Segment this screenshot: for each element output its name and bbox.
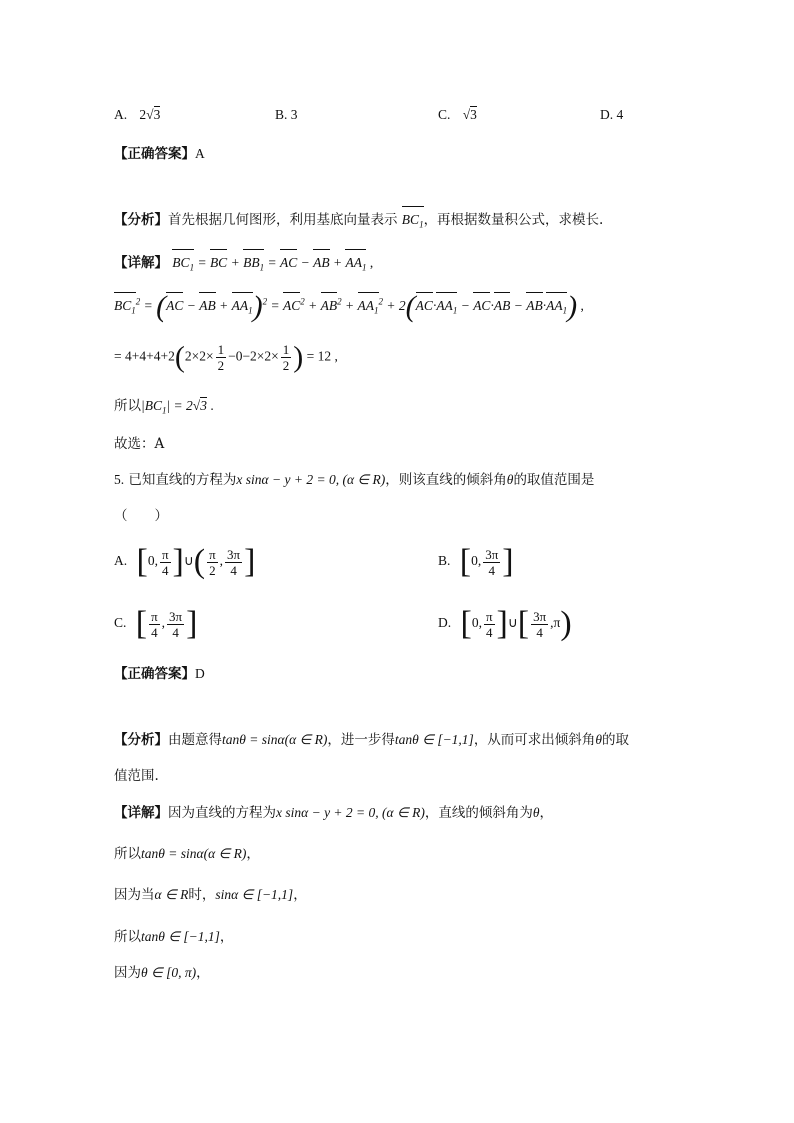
q4-so-text: 所以 bbox=[114, 398, 141, 414]
q5-because2: 因为θ ∈ [0, π)， bbox=[114, 965, 210, 981]
q5-because1: 因为当α ∈ R时，sinα ∈ [−1,1]， bbox=[114, 887, 307, 903]
q5-stem-2: ，则该直线的倾斜角 bbox=[385, 472, 507, 488]
q5-analysis: 【分析】由题意得tanθ = sinα(α ∈ R)，进一步得tanθ ∈ [−1,1]，从而可求出倾斜角θ的取 bbox=[114, 732, 629, 748]
q5-paren: （ ） bbox=[114, 508, 168, 524]
q5-detail-tag: 【详解】 bbox=[114, 805, 168, 821]
q5-option-a: A. [0, $\frac{\pi}{4}$ ]∪( $\frac{\pi}{2}$ , $\frac{3\pi}{4}$ ] bbox=[114, 543, 256, 580]
q5-answer-tag: 【正确答案】 bbox=[114, 666, 195, 682]
q5-stem-1: 已知直线的方程为 bbox=[128, 472, 237, 488]
q4-analysis-text-1: 首先根据几何图形，利用基底向量表示 bbox=[168, 212, 398, 228]
q4-option-b: B. 3 bbox=[275, 107, 298, 122]
q5-so1: 所以tanθ = sinα(α ∈ R)， bbox=[114, 846, 260, 862]
q4-choose: 故选：A bbox=[114, 436, 165, 452]
q4-option-c bbox=[438, 107, 477, 123]
q5-number: 5. bbox=[114, 472, 125, 487]
q4-detail-tag: 【详解】 bbox=[114, 255, 168, 271]
q5-option-c-label: C. bbox=[114, 615, 127, 631]
q4-detail-eq3: = 4+4+4+2(2×2× $\frac{1}{2}$ −0−2×2× $\frac{1}{2}$ ) = 12 , bbox=[114, 340, 338, 374]
q5-option-d: D. [0, $\frac{\pi}{4}$ ]∪[ $\frac{3\pi}{4}$ ,π) bbox=[438, 605, 572, 642]
q5-option-d-label: D. bbox=[438, 615, 452, 631]
q5-option-b-label: B. bbox=[438, 553, 451, 569]
q5-answer bbox=[114, 665, 205, 683]
q4-answer-value: A bbox=[195, 146, 205, 161]
q5-analysis-tag: 【分析】 bbox=[114, 732, 168, 748]
q5-stem-eq: x sinα − y + 2 = 0, (α ∈ R) bbox=[236, 472, 386, 487]
q4-detail-eq2: $BC_1^2 = (AC$ − AB + $AA_1)^2 = AC^2 + AB^2 + AA_1^2 + 2(AC\cdot AA_1 - AC\cdot AB - AB\cdot AA_1)$ , bbox=[114, 290, 584, 323]
q4-option-a-label: A. bbox=[114, 107, 128, 122]
q4-option-c-label: C. bbox=[438, 107, 451, 122]
q5-so2: 所以tanθ ∈ [−1,1]， bbox=[114, 929, 234, 945]
q5-analysis-cont: 值范围. bbox=[114, 768, 159, 784]
q4-analysis-text-2: ，再根据数量积公式，求模长. bbox=[423, 212, 604, 228]
q5-option-b: B. [0, $\frac{3\pi}{4}$ ] bbox=[438, 543, 514, 580]
q5-detail: 【详解】因为直线的方程为x sinα − y + 2 = 0, (α ∈ R)，直线的倾斜角为θ， bbox=[114, 805, 554, 821]
q4-detail-eq1: 【详解】 $BC_1$ = BC + $BB_1$ = AC − AB + $AA_1$ , bbox=[114, 254, 373, 277]
q5-stem: 5. 已知直线的方程为x sinα − y + 2 = 0, (α ∈ R)，则该直线的倾斜角θ的取值范围是 bbox=[114, 472, 595, 488]
q4-option-a bbox=[114, 107, 160, 123]
q4-result: 所以$|BC_1| = 2√3$ . bbox=[114, 398, 214, 416]
q5-option-a-label: A. bbox=[114, 553, 128, 569]
q5-stem-3: 的取值范围是 bbox=[513, 472, 595, 488]
q4-analysis: 【分析】首先根据几何图形，利用基底向量表示 $BC_1$，再根据数量积公式，求模长. bbox=[114, 211, 603, 234]
q4-option-d: D. 4 bbox=[600, 107, 624, 122]
q4-answer-tag: 【正确答案】 bbox=[114, 146, 195, 162]
q5-option-c: C. [ $\frac{\pi}{4}$ , $\frac{3\pi}{4}$ ] bbox=[114, 605, 198, 642]
q4-option-a-value: 2√3 bbox=[139, 107, 161, 122]
q4-analysis-tag: 【分析】 bbox=[114, 212, 168, 228]
q4-answer bbox=[114, 145, 205, 163]
q5-answer-value: D bbox=[195, 666, 205, 681]
q4-option-c-value: √3 bbox=[462, 107, 477, 122]
